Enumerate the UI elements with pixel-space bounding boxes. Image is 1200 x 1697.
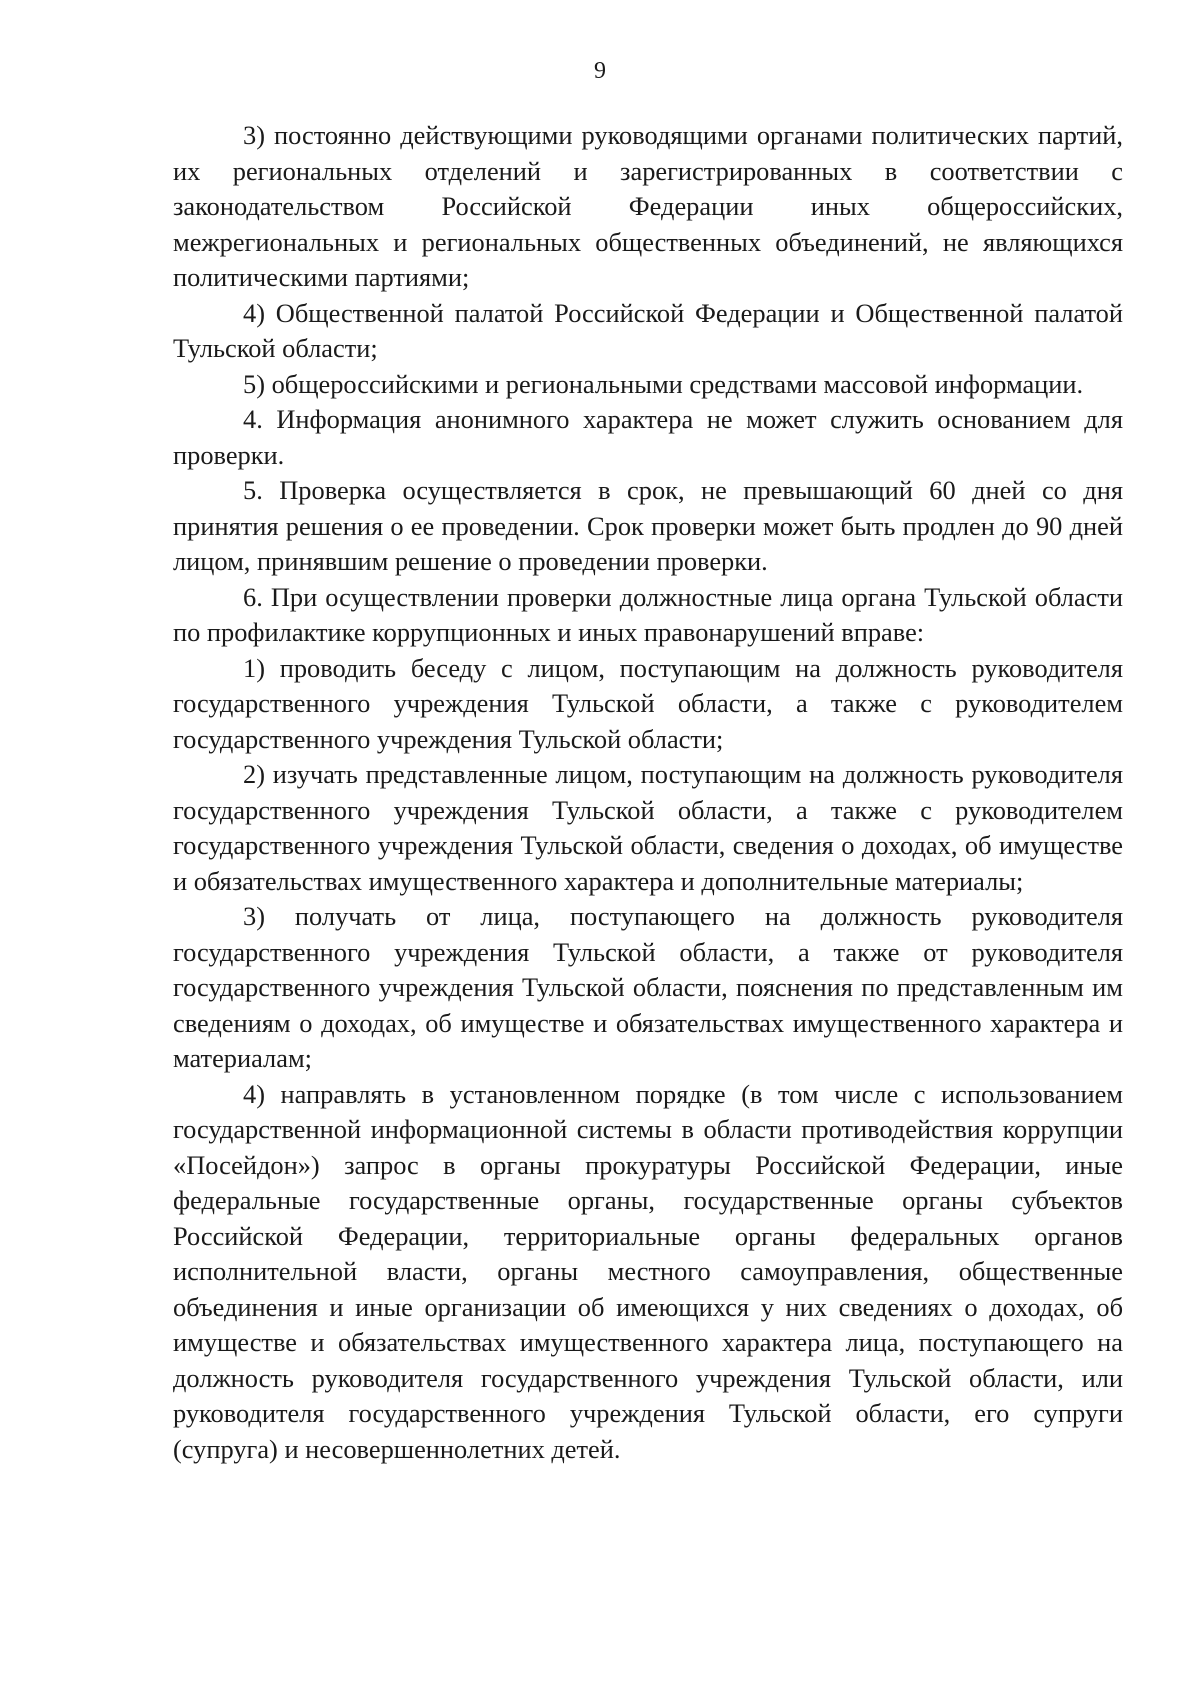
- paragraph-right-1-conversation: 1) проводить беседу с лицом, поступающим на должность руководителя государственного учреждения Тульской области, а также с руководителем государственного учреждения Тульской области;: [173, 652, 1123, 754]
- page-number: 9: [594, 58, 606, 84]
- paragraph-right-4-send-requests: 4) направлять в установленном порядке (в том числе с использованием государственной информационной системы в области противодействия коррупции «Посейдон») запрос в органы прокуратуры Российской Федерации, иные федеральные государственные органы, государственные органы субъектов Российской Федерации, территориальные органы федеральных органов исполнительной власти, органы местного самоуправления, общественные объединения и иные организации об имеющихся у них сведениях о доходах, об имуществе и обязательствах имущественного характера лица, поступающего на должность руководителя государственного учреждения Тульской области, или руководителя государственного учреждения Тульской области, его супруги (супруга) и несовершеннолетних детей.: [173, 1078, 1123, 1464]
- paragraph-point-6-officials-rights: 6. При осуществлении проверки должностные лица органа Тульской области по профилактике коррупционных и иных правонарушений вправе:: [173, 581, 1123, 647]
- paragraph-item-4-public-chamber: 4) Общественной палатой Российской Федерации и Общественной палатой Тульской области;: [173, 297, 1123, 363]
- paragraph-point-5-check-term: 5. Проверка осуществляется в срок, не превышающий 60 дней со дня принятия решения о ее проведении. Срок проверки может быть продлен до 90 дней лицом, принявшим решение о проведении проверки.: [173, 475, 1123, 576]
- paragraph-right-3-explanations: 3) получать от лица, поступающего на должность руководителя государственного учреждения Тульской области, а также от руководителя государственного учреждения Тульской области, пояснения по представленным им сведениям о доходах, об имуществе и обязательствах имущественного характера и материалам;: [173, 901, 1123, 1073]
- paragraph-right-2-study-info: 2) изучать представленные лицом, поступающим на должность руководителя государственного учреждения Тульской области, а также с руководителем государственного учреждения Тульской области, сведения о доходах, об имуществе и обязательствах имущественного характера и дополнительные материалы;: [173, 759, 1123, 896]
- paragraph-point-4-anonymous-info: 4. Информация анонимного характера не может служить основанием для проверки.: [173, 404, 1123, 470]
- paragraph-item-3-party-bodies: 3) постоянно действующими руководящими органами политических партий, их региональных отделений и зарегистрированных в соответствии с законодательством Российской Федерации иных общероссийских, межрегиональных и региональных общественных объединений, не являющихся политическими партиями;: [173, 120, 1123, 292]
- document-body: [173, 118, 1123, 1467]
- paragraph-item-5-mass-media: 5) общероссийскими и региональными средствами массовой информации.: [243, 368, 1084, 399]
